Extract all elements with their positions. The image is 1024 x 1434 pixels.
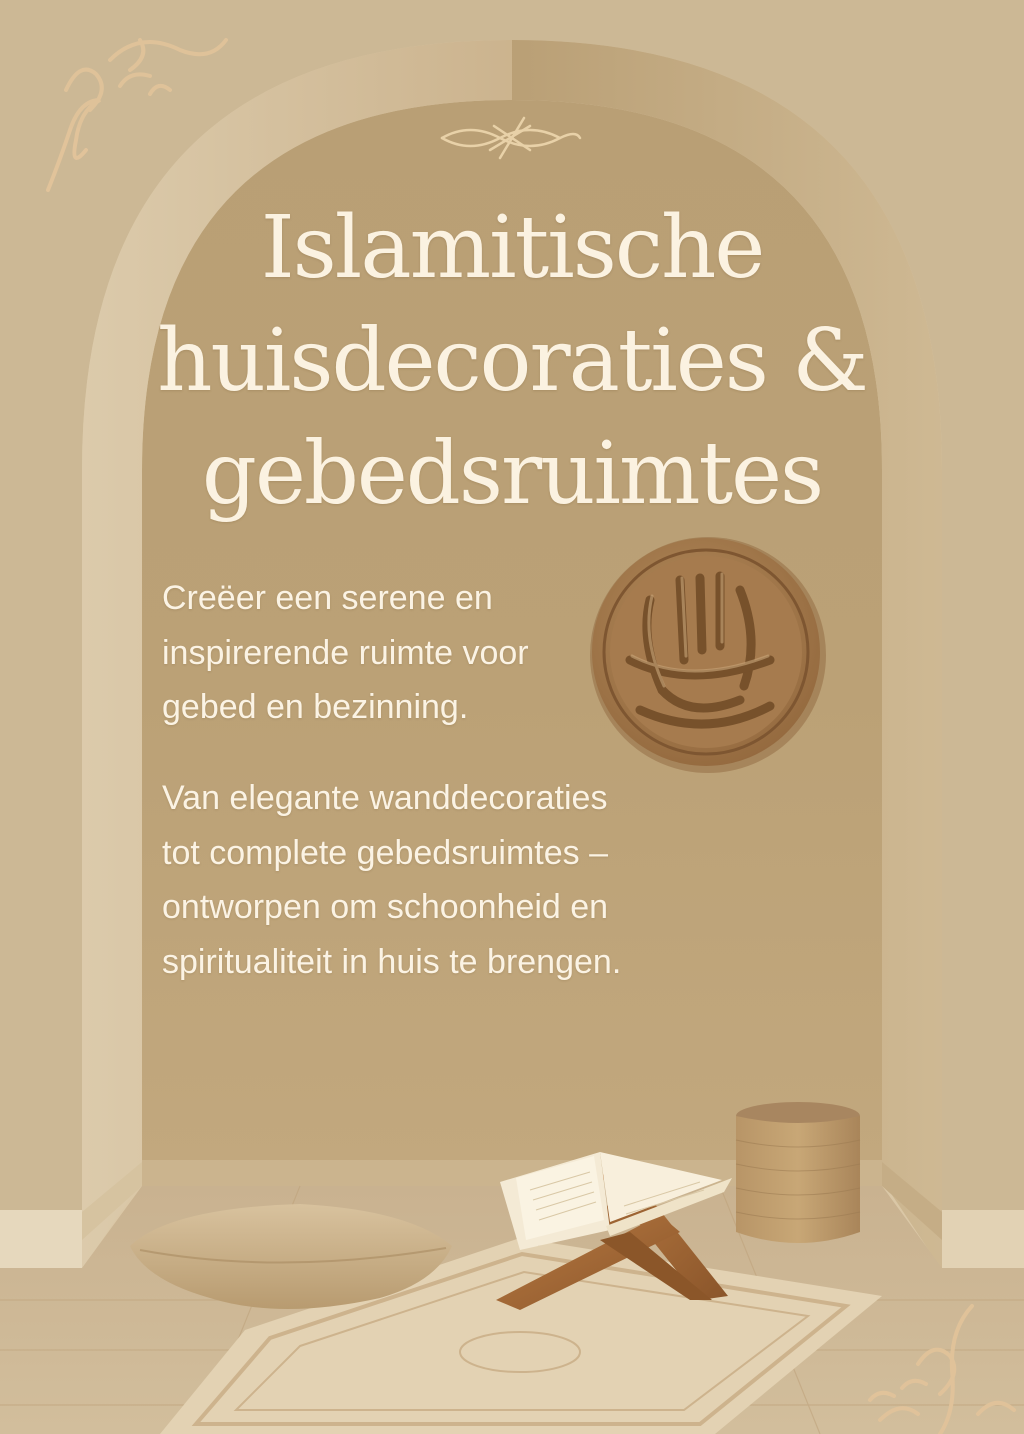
calligraphy-medallion — [590, 537, 826, 773]
intro-paragraph — [162, 571, 592, 735]
headline-line-2: huisdecoraties & — [157, 311, 867, 411]
intro-line-3: gebed en bezinning. — [162, 688, 469, 726]
headline-line-1: Islamitische — [260, 198, 764, 298]
body-paragraph — [162, 771, 722, 989]
body-line-4: spiritualiteit in huis te brengen. — [162, 942, 622, 981]
body-line-2: tot complete gebedsruimtes – — [162, 833, 609, 872]
body-line-3: ontworpen om schoonheid en — [162, 888, 609, 926]
headline — [80, 192, 944, 531]
intro-line-2: inspirerende ruimte voor — [162, 633, 529, 672]
body-line-1: Van elegante wanddecoraties — [162, 779, 608, 817]
intro-line-1: Creëer een serene en — [162, 579, 493, 617]
basket — [736, 1102, 860, 1243]
headline-line-3: gebedsruimtes — [201, 424, 823, 524]
